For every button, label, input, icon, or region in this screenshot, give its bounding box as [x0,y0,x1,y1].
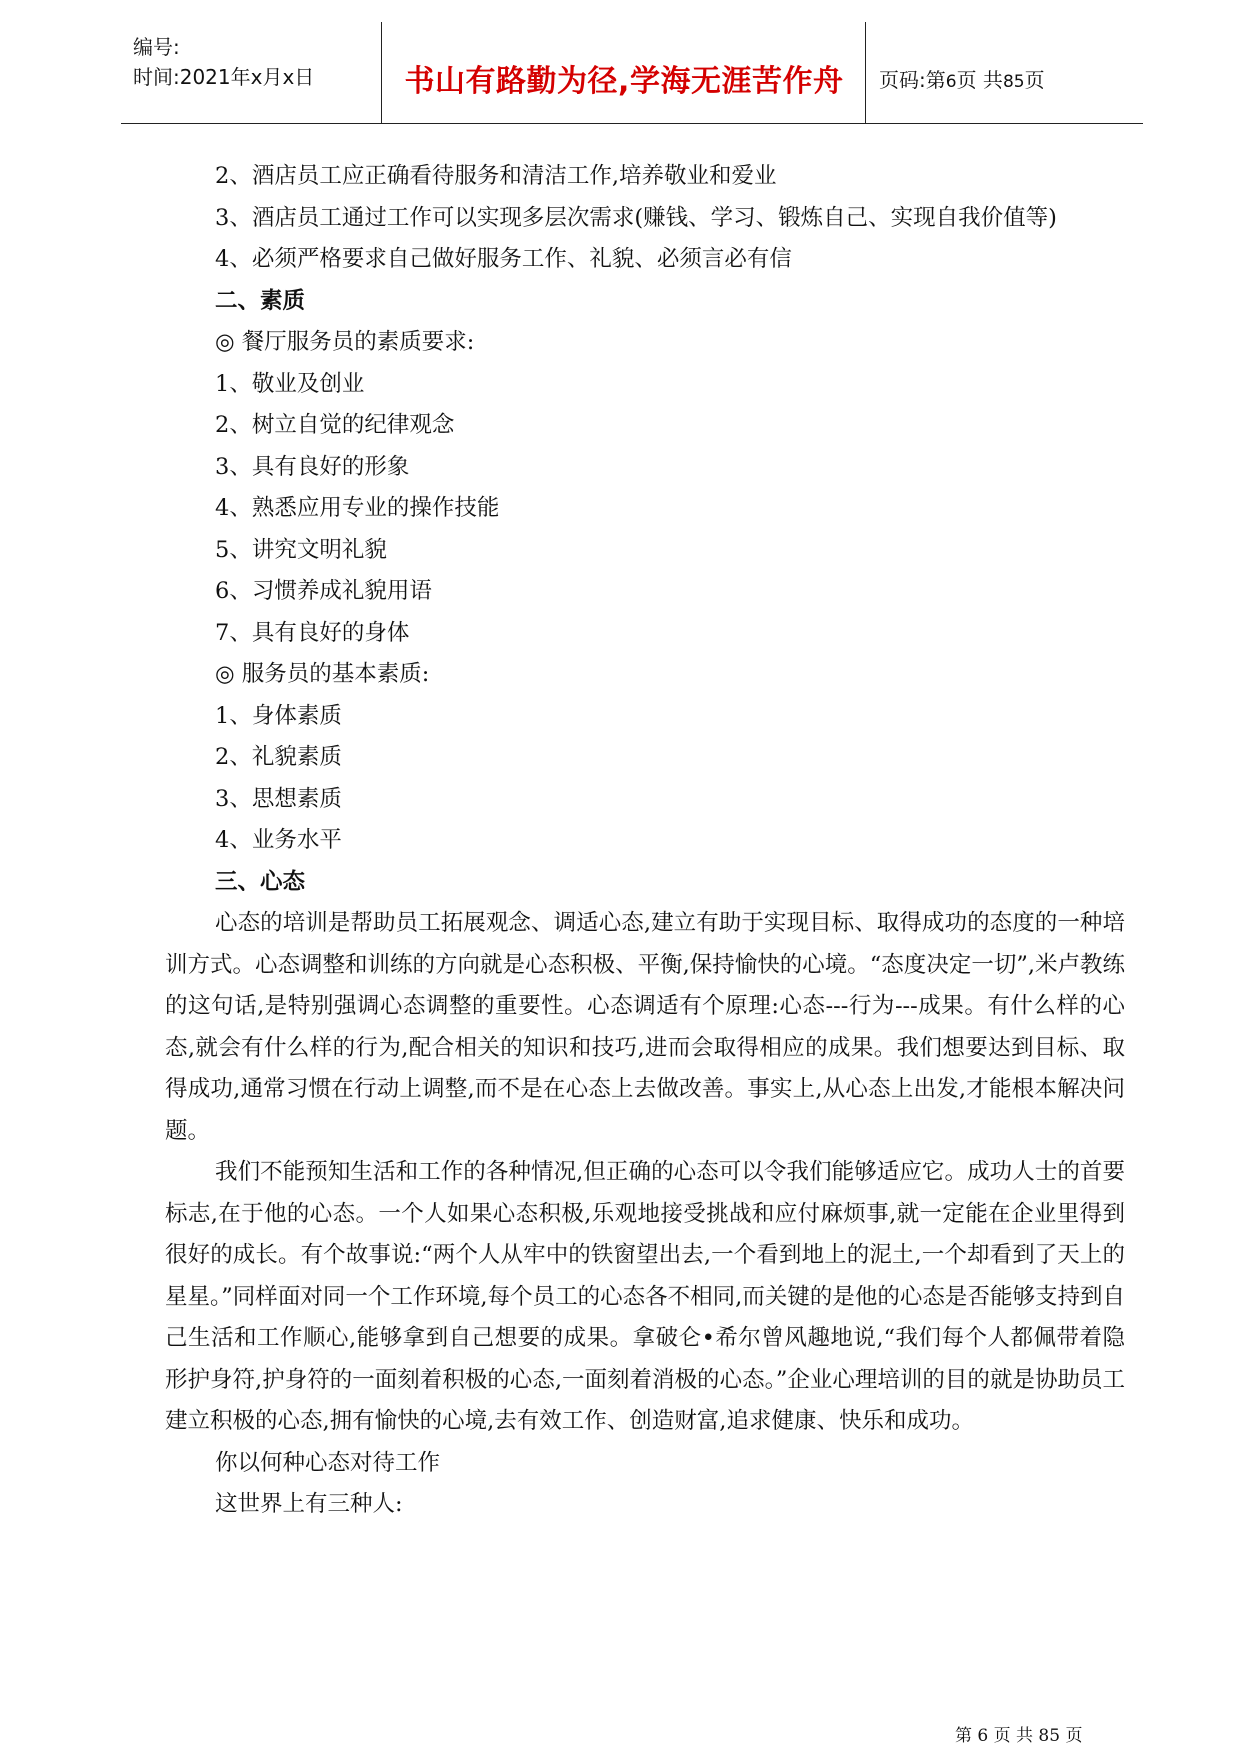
page-label: 页码:第 [879,68,946,92]
list-item: 3、酒店员工通过工作可以实现多层次需求(赚钱、学习、锻炼自己、实现自我价值等) [215,204,1057,231]
list-item: 1、敬业及创业 [215,370,365,397]
section-title: 二、素质 [215,287,306,314]
list-item: 2、树立自觉的纪律观念 [215,412,455,438]
list-item: 3、思想素质 [215,785,342,812]
page-footer: 第 6 页 共 85 页 [955,1726,1083,1746]
paragraph: 心态的培训是帮助员工拓展观念、调适心态,建立有助于实现目标、取得成功的态度的一种培训方式。心态调整和训练的方向就是心态积极、平衡,保持愉快的心境。“态度决定一切”,米卢教练的这句话,是特别强调心态调整的重要性。心态调适有个原理:心态---行为---成果。有什么样的心态,就会有什么样的行为,配合相关的知识和技巧,进而会取得相应的成果。我们想要达到目标、取得成功,通常习惯在行动上调整,而不是在心态上去做改善。事实上,从心态上出发,才能根本解决问题。 [165,910,1125,1144]
header-info [133,32,314,92]
page-number: 6 [945,72,957,92]
list-item: 4、业务水平 [215,827,342,853]
list-item: 4、熟悉应用专业的操作技能 [215,495,500,521]
subsection-title: ◎ 服务员的基本素质: [215,661,430,687]
header-motto: 书山有路勤为径,学海无涯苦作舟 [404,64,844,99]
document-date: 时间:2021年x月x日 [133,65,315,89]
document-body [165,156,1125,1526]
section-title: 三、心态 [215,868,306,895]
page-header [121,22,1143,124]
page-mid: 页 共 [956,68,1003,92]
list-item: 2、酒店员工应正确看待服务和清洁工作,培养敬业和爱业 [215,163,777,189]
list-item: 5、讲究文明礼貌 [215,536,387,563]
list-item: 4、必须严格要求自己做好服务工作、礼貌、必须言必有信 [215,246,792,272]
subsection-title: ◎ 餐厅服务员的素质要求: [215,329,475,355]
list-item: 2、礼貌素质 [215,744,342,770]
list-item: 6、习惯养成礼貌用语 [215,578,432,604]
paragraph: 我们不能预知生活和工作的各种情况,但正确的心态可以令我们能够适应它。成功人士的首要标志,在于他的心态。一个人如果心态积极,乐观地接受挑战和应付麻烦事,就一定能在企业里得到很好的成长。有个故事说:“两个人从牢中的铁窗望出去,一个看到地上的泥土,一个却看到了天上的星星。”同样面对同一个工作环境,每个员工的心态各不相同,而关键的是他的心态是否能够支持到自己生活和工作顺心,能够拿到自己想要的成果。拿破仑•希尔曾风趣地说,“我们每个人都佩带着隐形护身符,护身符的一面刻着积极的心态,一面刻着消极的心态。”企业心理培训的目的就是协助员工建立积极的心态,拥有愉快的心境,去有效工作、创造财富,追求健康、快乐和成功。 [165,1159,1125,1434]
list-item: 1、身体素质 [215,702,342,729]
page-total: 85 [1002,72,1025,92]
document-number-label: 编号: [133,35,180,59]
header-page-info [879,64,1045,93]
list-item: 3、具有良好的形象 [215,453,410,480]
list-item: 7、具有良好的身体 [215,619,410,646]
header-divider-right [865,22,866,123]
header-divider-left [381,22,382,123]
page-end: 页 [1024,68,1045,92]
paragraph: 这世界上有三种人: [215,1491,403,1517]
subheading: 你以何种心态对待工作 [215,1449,441,1476]
